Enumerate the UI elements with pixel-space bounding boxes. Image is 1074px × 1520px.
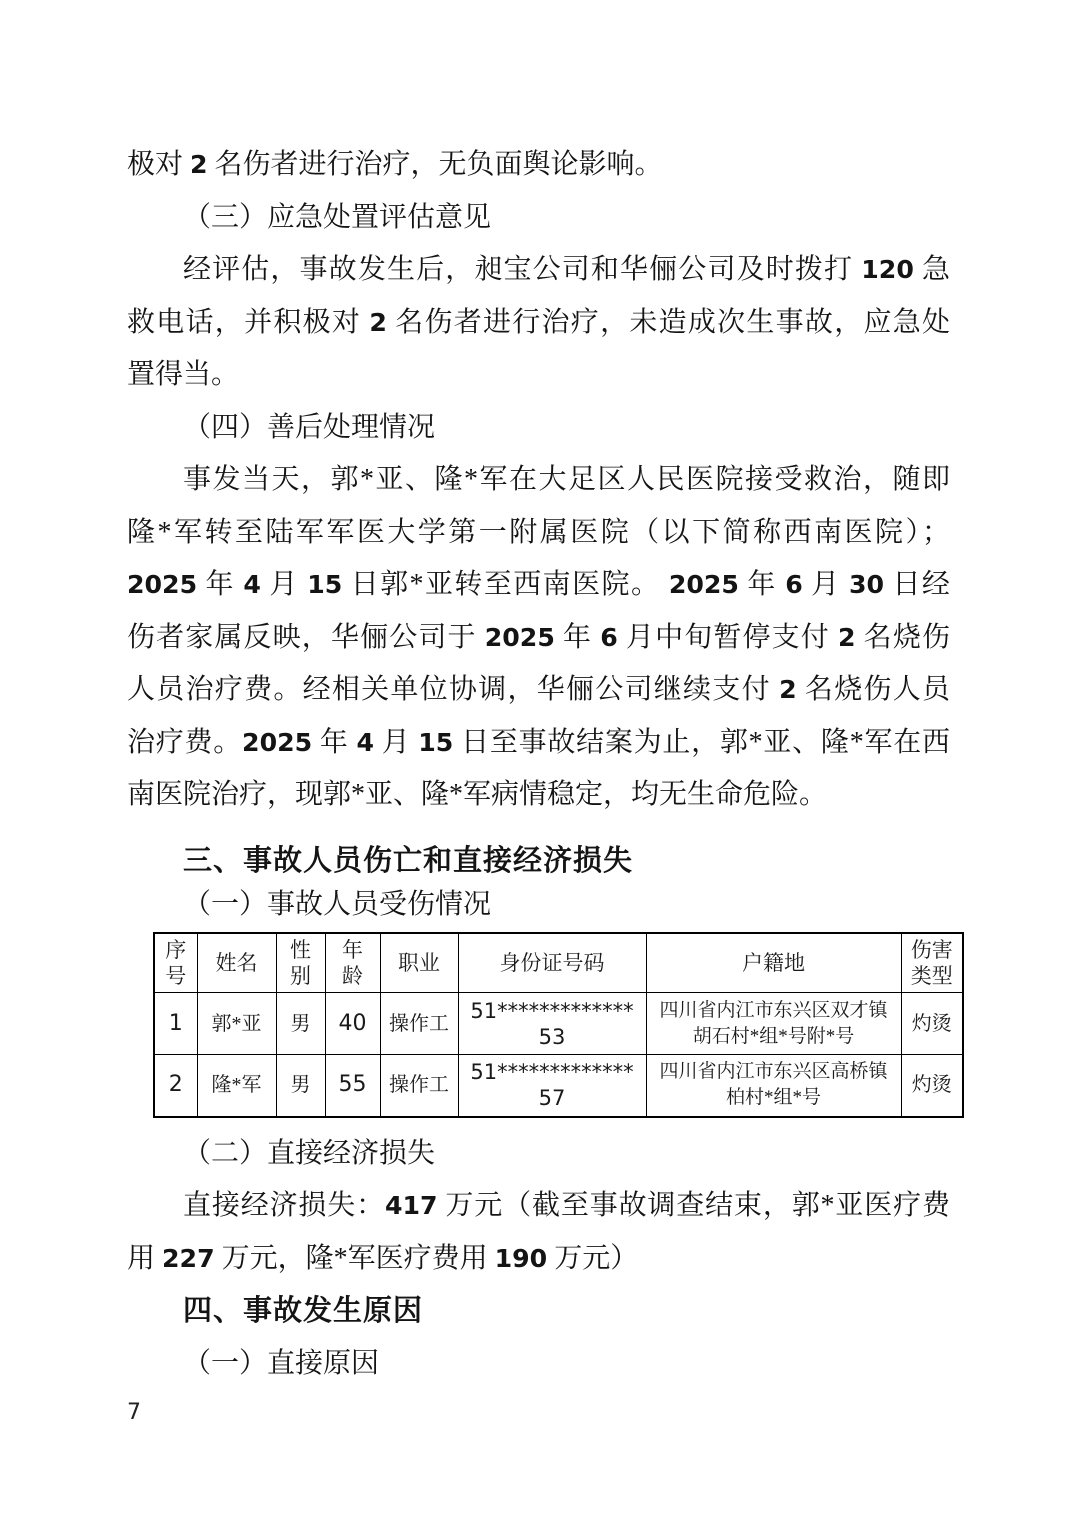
paragraph-line: 救电话，并积极对 2 名伤者进行治疗，未造成次生事故，应急处 [127,306,950,338]
paragraph-line: 极对 2 名伤者进行治疗，无负面舆论影响。 [127,149,663,180]
cell-address: 四川省内江市东兴区高桥镇柏村*组*号 [646,1055,901,1117]
paragraph-line: 隆*军转至陆军军医大学第一附属医院（以下简称西南医院）； [127,516,950,548]
section-subheading: （三）应急处置评估意见 [183,201,492,233]
page-number: 7 [127,1400,141,1425]
header-cell-job: 职业 [380,933,458,993]
cell-sex: 男 [276,1055,325,1117]
cell-no: 2 [154,1055,197,1117]
section-heading: 四、事故发生原因 [183,1295,424,1327]
cell-no: 1 [154,993,197,1055]
cell-age: 55 [325,1055,380,1117]
cell-address: 四川省内江市东兴区双才镇胡石村*组*号附*号 [646,993,901,1055]
table-header-row [154,933,963,993]
cell-job: 操作工 [380,993,458,1055]
section-subheading: （一）事故人员受伤情况 [183,889,492,920]
cell-age: 40 [325,993,380,1055]
header-cell-age: 年龄 [325,933,380,993]
paragraph-line: 人员治疗费。经相关单位协调，华俪公司继续支付 2 名烧伤人员 [127,674,950,705]
paragraph-line: 用 227 万元，隆*军医疗费用 190 万元） [127,1242,639,1274]
cell-name: 郭*亚 [197,993,276,1055]
paragraph-line: 2025 年 4 月 15 日郭*亚转至西南医院。 2025 年 6 月 30 日经 [127,569,950,600]
section-subheading: （四）善后处理情况 [183,411,436,443]
header-cell-no: 序号 [154,933,197,993]
paragraph-line: 直接经济损失：417 万元（截至事故调查结束，郭*亚医疗费 [183,1190,950,1221]
header-cell-address: 户籍地 [646,933,901,993]
paragraph-line: 南医院治疗，现郭*亚、隆*军病情稳定，均无生命危险。 [127,779,828,810]
paragraph-line: 置得当。 [127,359,240,390]
header-cell-name: 姓名 [197,933,276,993]
cell-injury-type: 灼烫 [901,1055,963,1117]
cell-name: 隆*军 [197,1055,276,1117]
cell-sex: 男 [276,993,325,1055]
table-row [154,993,963,1055]
paragraph-line: 经评估，事故发生后，昶宝公司和华俪公司及时拨打 120 急 [183,254,950,285]
paragraph-line: 伤者家属反映，华俪公司于 2025 年 6 月中旬暂停支付 2 名烧伤 [127,621,950,653]
header-cell-id-number: 身份证号码 [458,933,646,993]
cell-injury-type: 灼烫 [901,993,963,1055]
section-subheading: （一）直接原因 [183,1347,380,1379]
table-row [154,1055,963,1117]
header-cell-sex: 性别 [276,933,325,993]
injury-table [153,932,964,1118]
section-heading: 三、事故人员伤亡和直接经济损失 [183,844,634,877]
cell-job: 操作工 [380,1055,458,1117]
document-body [127,139,953,1390]
cell-id-number: 51*************53 [458,993,646,1055]
paragraph-line: 治疗费。2025 年 4 月 15 日至事故结案为止，郭*亚、隆*军在西 [127,726,950,758]
cell-id-number: 51*************57 [458,1055,646,1117]
header-cell-injury-type: 伤害类型 [901,933,963,993]
section-subheading: （二）直接经济损失 [183,1137,436,1169]
paragraph-line: 事发当天，郭*亚、隆*军在大足区人民医院接受救治，随即 [183,464,950,495]
